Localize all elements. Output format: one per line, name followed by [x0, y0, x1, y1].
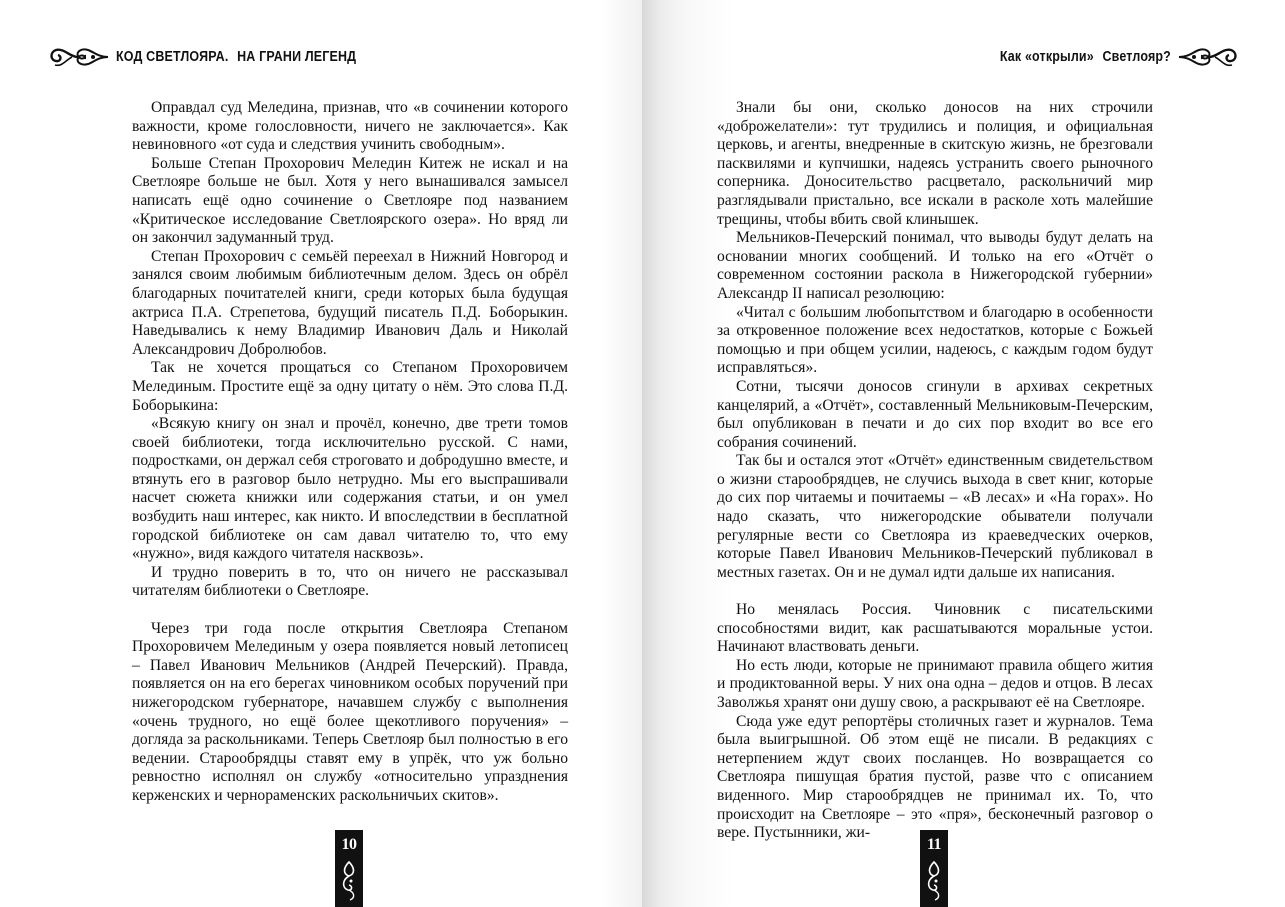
right-running-header [972, 42, 1239, 72]
right-page-number-tab [920, 830, 948, 907]
paragraph: Но менялась Россия. Чиновник с писательскими способностями видит, как расшатываются моральные устои. Начинают властвовать деньги. [717, 601, 1153, 656]
chapter-title-part-2: Светлояр? [1102, 49, 1171, 65]
paragraph: Оправдал суд Мелединa, признав, что «в сочинении которого важности, кроме голословности, ничего не заключается». Как невиновного «от суда и следствия учинить свободным». [132, 99, 568, 154]
page-number: 11 [926, 836, 942, 853]
paragraph: Через три года после открытия Светлояра Степаном Прохоровичем Мелединым у озера появляется новый летописец – Павел Иванович Мельников (Андрей Печерский). Правда, появляется он на его берегах чиновником особых поручений при нижегородском губернаторе, начавшем службу с выполнения «очень трудного, но ещё более щекотливого поручения» – догляда за раскольниками. Теперь Светлояр был полностью в его ведении. Старообрядцы ставят ему в упрёк, что уж больно ревностно исполнял он службу «относительно упразднения керженских и чернораменских раскольничьих скитов». [132, 619, 568, 804]
floral-ornament-icon [339, 860, 359, 902]
quote-paragraph: «Всякую книгу он знал и прочёл, конечно, две трети томов своей библиотеки, тогда исключительно русской. С нами, подростками, он держал себя строговато и добродушно вместе, и втянуть его в разговор было нетрудно. Мы его выспрашивали насчет сюжета книжки или содержания статьи, и он умел возбудить наш интерес, как никто. И впоследствии в бесплатной городской библиотеке он сам давал читателю то, что ему «нужно», видя каждого читателя насквозь». [132, 415, 568, 563]
right-running-title [1000, 49, 1171, 65]
chapter-title-part-1: Как «открыли» [999, 49, 1094, 65]
left-body-text [132, 99, 568, 806]
paragraph: Сюда уже едут репортёры столичных газет и журналов. Тема была выигрышной. Об этом ещё не писали. В редакциях с нетерпением ждут своих посланцев. Но возвращается со Светлояра пишущая братия пустой, разве что с описанием виденного. Мир старообрядцев не принимал их. То, что происходит на Светлояре – это «пря», бесконечный разговор о вере. Пустынники, жи- [717, 712, 1153, 842]
paragraph: И трудно поверить в то, что он ничего не рассказывал читателям библиотеки о Светлояре. [132, 563, 568, 600]
left-running-title [116, 49, 356, 65]
quote-paragraph: «Читал с большим любопытством и благодарю в особенности за откровенное положение всех недостатков, которые с Божьей помощью и при общем усилии, надеюсь, с каждым годом будут исправляться». [717, 303, 1153, 377]
paragraph: Больше Степан Прохорович Меледин Китеж не искал и на Светлояре больше не был. Хотя у него вынашивался замысел написать ещё одно сочинение о Светлояре под названием «Критическое исследование Светлоярского озера». Но вряд ли он закончил задуманный труд. [132, 154, 568, 247]
paragraph: Сотни, тысячи доносов сгинули в архивах секретных канцелярий, а «Отчёт», составленный Мельниковым-Печерским, был опубликован в печати и до сих пор входит во все его собрания сочинений. [717, 377, 1153, 451]
left-running-header [48, 42, 395, 72]
floral-ornament-icon [924, 860, 944, 902]
page-number: 10 [341, 836, 357, 853]
left-page [0, 0, 642, 907]
paragraph: Мельников-Печерский понимал, что выводы будут делать на основании многих сообщений. И только на его «Отчёт о современном состоянии раскола в Нижегородской губернии» Александр II написал резолюцию: [717, 229, 1153, 302]
paragraph: Так бы и остался этот «Отчёт» единственным свидетельством о жизни старообрядцев, не случись выхода в свет книг, которые до сих пор читаемы и почитаемы – «В лесах» и «На горах». Но надо сказать, что нижегородские обыватели получали регулярные вести со Светлояра из краеведческих очерков, которые Павел Иванович Мельников-Печерский публиковал в местных газетах. Он и не думал идти дальше их написания. [717, 452, 1153, 581]
scroll-flourish-icon [1177, 42, 1239, 72]
gutter-shadow [602, 0, 642, 907]
left-page-number-tab [335, 830, 363, 907]
book-title-part-2: НА ГРАНИ ЛЕГЕНД [237, 49, 357, 65]
paragraph: Знали бы они, сколько доносов на них строчили «доброжелатели»: тут трудились и полиция, и официальная церковь, и агенты, внедренные в скитскую жизнь, не брезговали пасквилями и купчишки, надеясь устранить своего рыночного соперника. Доносительство расцветало, раскольничий мир разглядывали пристально, все искали в расколе хоть малейшие трещины, чтобы вбить свой клинышек. [717, 99, 1153, 228]
book-title-part-1: КОД СВЕТЛОЯРА. [116, 49, 229, 65]
paragraph: Степан Прохорович с семьёй переехал в Нижний Новгород и занялся своим любимым библиотечным делом. Здесь он обрёл благодарных почитателей книги, среди которых была будущая актриса П.А. Стрепетова, будущий писатель П.Д. Боборыкин. Наведывались к нему Владимир Иванович Даль и Николай Александрович Добролюбов. [132, 247, 568, 358]
paragraph: Но есть люди, которые не принимают правила общего жития и продиктованной веры. У них она одна – дедов и отцов. В лесах Заволжья хранят они душу свою, а раскрывают её на Светлояре. [717, 656, 1153, 711]
right-body-text [717, 99, 1153, 843]
scroll-flourish-icon [48, 42, 110, 72]
paragraph: Так не хочется прощаться со Степаном Прохоровичем Мелединым. Простите ещё за одну цитату о нём. Это слова П.Д. Боборыкина: [132, 359, 568, 414]
